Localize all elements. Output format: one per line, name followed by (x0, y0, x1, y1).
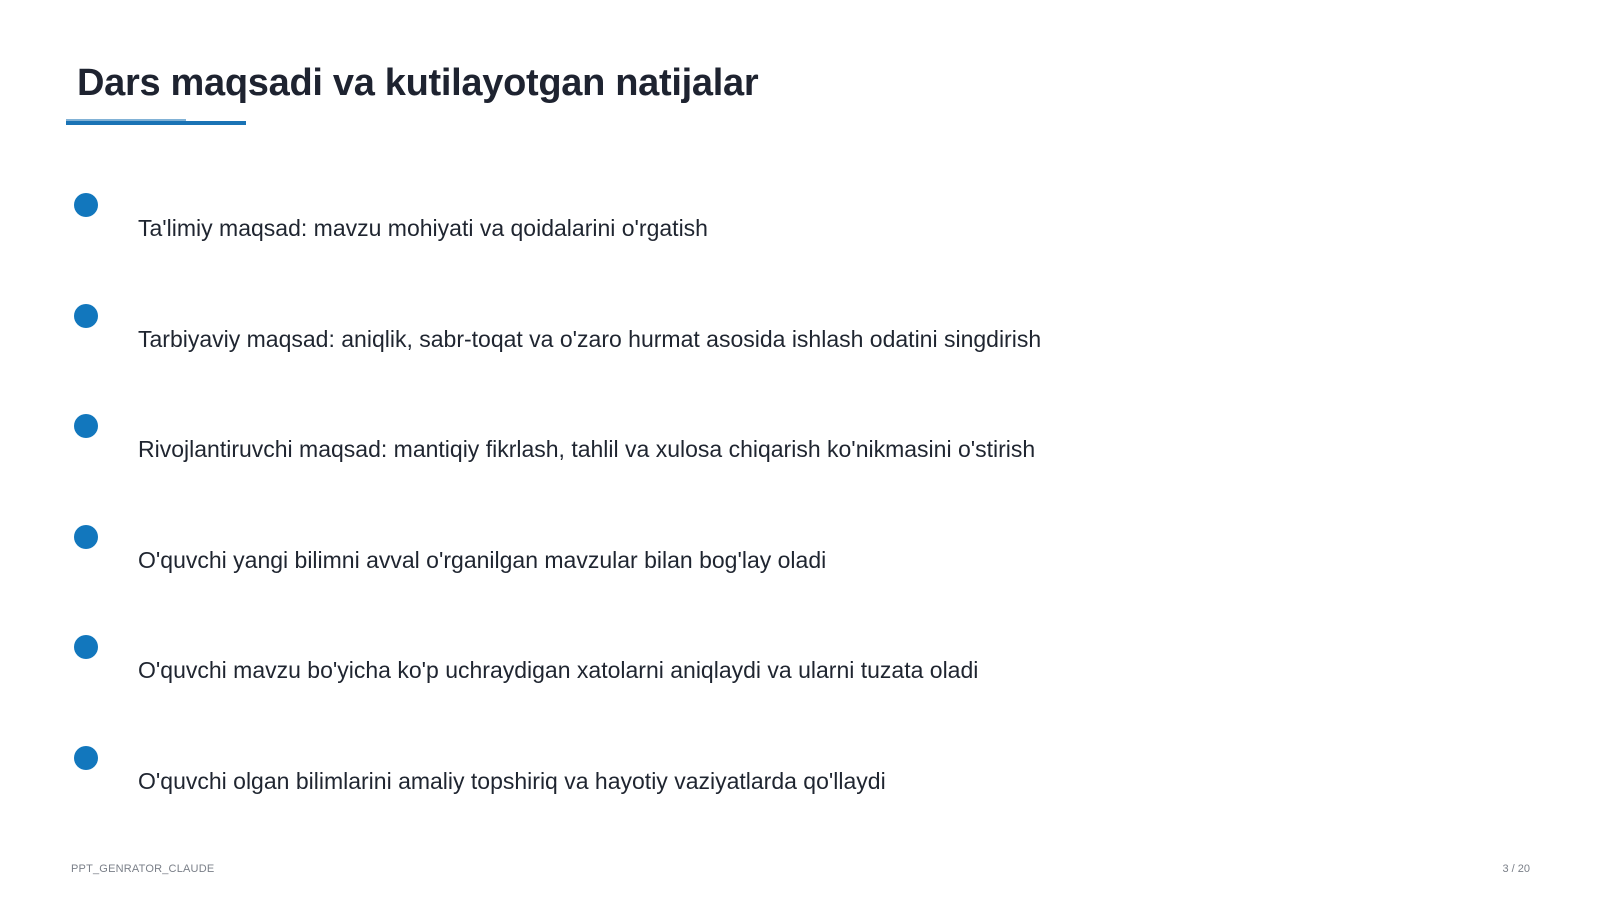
bullet-item (0, 193, 1200, 273)
bullet-item (0, 414, 1200, 494)
bullet-item (0, 635, 1200, 715)
bullet-text: Ta'limiy maqsad: mavzu mohiyati va qoidalarini o'rgatish (138, 215, 708, 241)
bullet-dot-icon (74, 746, 98, 770)
bullet-dot-icon (74, 525, 98, 549)
bullet-dot-icon (74, 635, 98, 659)
bullet-text: Tarbiyaviy maqsad: aniqlik, sabr-toqat va o'zaro hurmat asosida ishlash odatini singdirish (138, 326, 1042, 352)
bullet-text: O'quvchi yangi bilimni avval o'rganilgan mavzular bilan bog'lay oladi (138, 547, 827, 573)
slide-title: Dars maqsadi va kutilayotgan natijalar (77, 62, 759, 104)
bullet-text: O'quvchi mavzu bo'yicha ko'p uchraydigan xatolarni aniqlaydi va ularni tuzata oladi (138, 657, 979, 683)
title-underline (66, 121, 246, 125)
bullet-item (0, 304, 1200, 384)
footer-label: PPT_GENRATOR_CLAUDE (71, 863, 215, 875)
bullet-dot-icon (74, 193, 98, 217)
bullet-dot-icon (74, 414, 98, 438)
bullet-dot-icon (74, 304, 98, 328)
bullet-text: Rivojlantiruvchi maqsad: mantiqiy fikrlash, tahlil va xulosa chiqarish ko'nikmasini o'stirish (138, 436, 1036, 462)
bullet-text: O'quvchi olgan bilimlarini amaliy topshiriq va hayotiy vaziyatlarda qo'llaydi (138, 768, 886, 794)
page-indicator: 3 / 20 (1502, 863, 1530, 875)
bullet-item (0, 525, 1200, 605)
bullet-item (0, 746, 1200, 826)
